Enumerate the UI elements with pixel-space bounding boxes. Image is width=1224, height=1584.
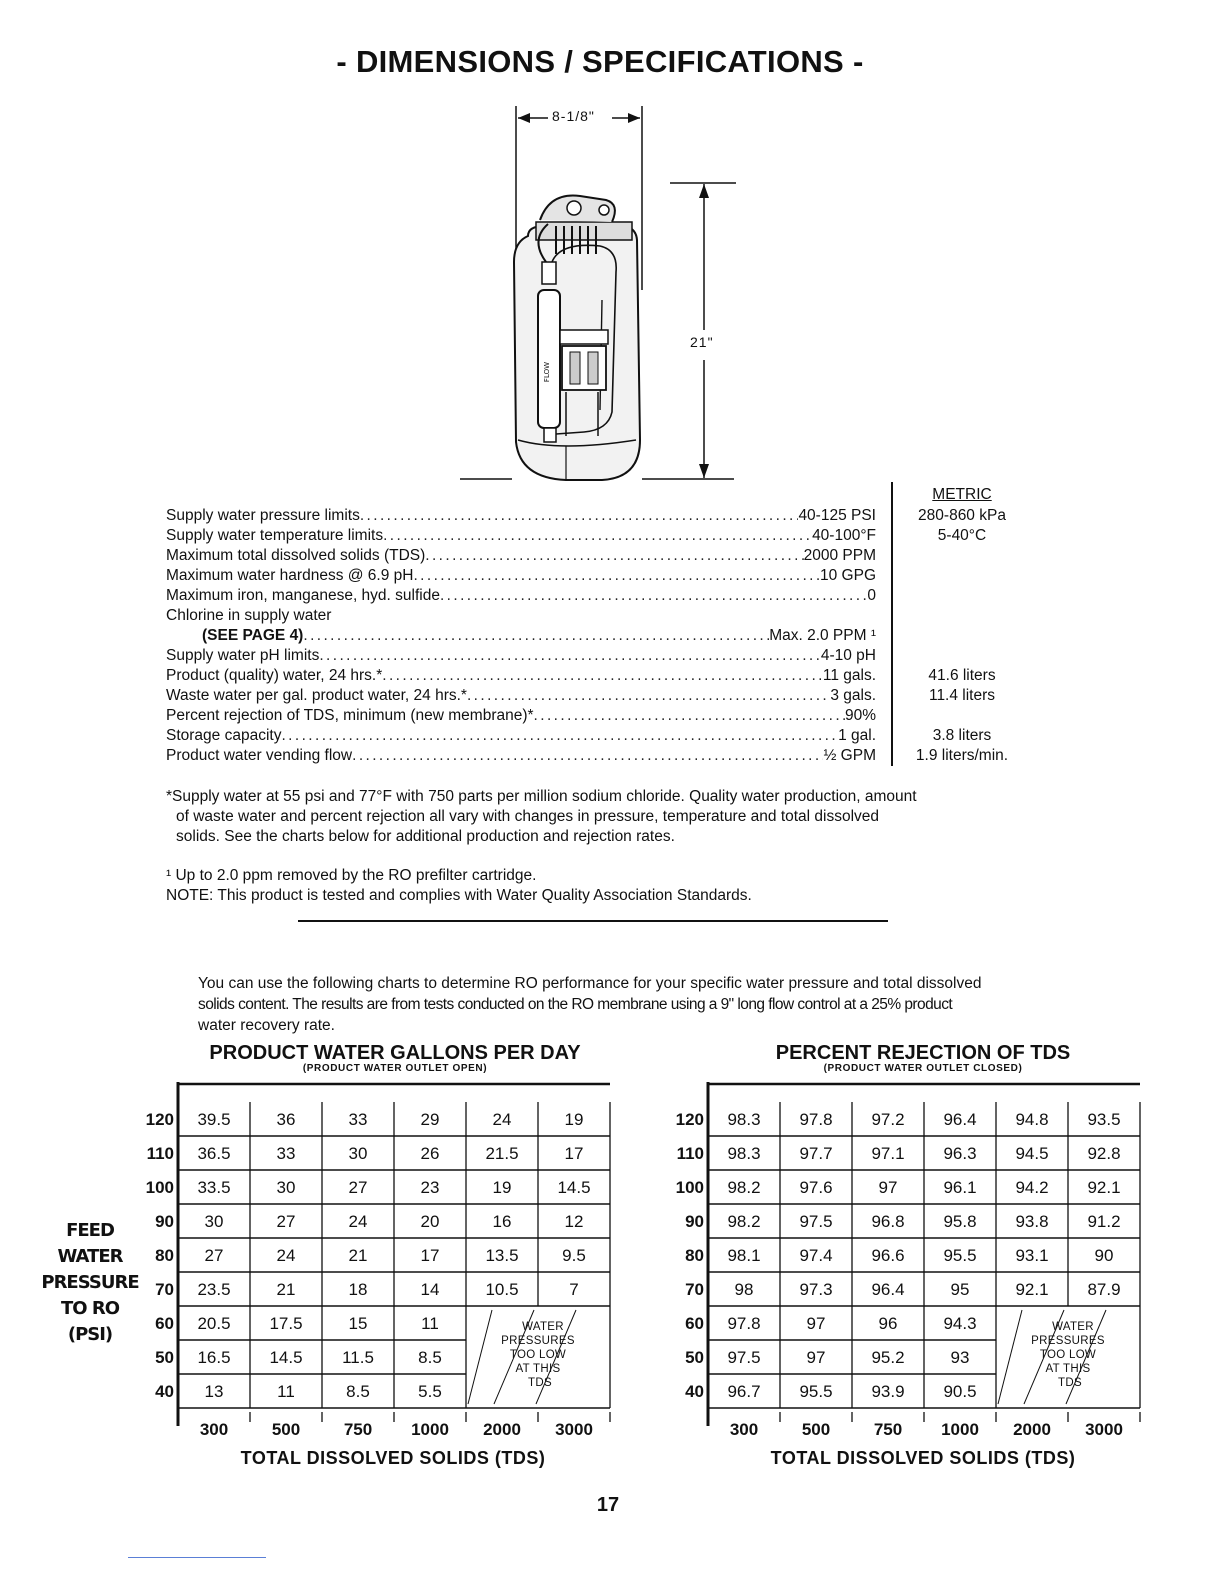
spec-row [166, 586, 876, 606]
table-cell: 97.4 [799, 1246, 833, 1265]
spec-label: Chlorine in supply water [166, 607, 332, 624]
table-cell: 14 [420, 1280, 440, 1299]
spec-row [166, 726, 876, 746]
spec-value: 1 gal. [838, 727, 876, 744]
note-line: PRESSURES [1031, 1335, 1105, 1347]
pressure-row-label: 40 [155, 1382, 174, 1401]
table-cell: 95.5 [943, 1246, 977, 1265]
spec-label: Maximum iron, manganese, hyd. sulfide [166, 587, 440, 604]
table-cell: 91.2 [1087, 1212, 1121, 1231]
table-cell: 94.5 [1015, 1144, 1049, 1163]
spec-row [166, 506, 876, 526]
table-cell: 33 [276, 1144, 296, 1163]
spec-leader-dots [360, 506, 799, 526]
flow-label: FLOW [543, 361, 551, 383]
spec-value: 4-10 pH [820, 647, 876, 664]
footnote-test-conditions [166, 787, 1026, 847]
table-cell: 33.5 [197, 1178, 231, 1197]
spec-leader-dots [331, 606, 876, 626]
wqa-note: NOTE: This product is tested and complies with Water Quality Association Standards. [166, 887, 752, 904]
spec-value: 0 [867, 587, 876, 604]
tds-column-label: 2000 [483, 1420, 521, 1439]
spec-row [166, 606, 876, 626]
table-cell: 19 [492, 1178, 512, 1197]
note-line: WATER [522, 1321, 564, 1333]
note-line: TDS [1058, 1377, 1082, 1389]
table-cell: 12 [564, 1212, 584, 1231]
footnote-chlorine: ¹ Up to 2.0 ppm removed by the RO prefilter cartridge. [166, 867, 537, 884]
metric-divider [891, 482, 893, 766]
table-cell: 95.8 [943, 1212, 977, 1231]
spec-leader-dots [303, 626, 769, 646]
spec-leader-dots [319, 646, 821, 666]
pressure-row-label: 120 [145, 1110, 174, 1129]
table-cell: 36.5 [197, 1144, 231, 1163]
spec-metric-value: 11.4 liters [928, 687, 996, 704]
spec-value: 40-125 PSI [798, 507, 876, 524]
spec-metric-value: 41.6 liters [928, 667, 996, 684]
table-cell: 95.5 [799, 1382, 833, 1401]
table-cell: 95 [950, 1280, 970, 1299]
table-cell: 8.5 [346, 1382, 370, 1401]
table-cell: 96.7 [727, 1382, 761, 1401]
pressure-row-label: 110 [676, 1144, 704, 1163]
spec-row [166, 666, 876, 686]
table-cell: 96.3 [943, 1144, 977, 1163]
tds-column-label: 3000 [1085, 1420, 1123, 1439]
table-cell: 97.3 [799, 1280, 833, 1299]
table-cell: 11 [277, 1382, 295, 1401]
table-cell: 13.5 [485, 1246, 519, 1265]
table-cell: 36 [276, 1110, 296, 1129]
spec-row [166, 546, 876, 566]
width-dimension-label: 8-1/8" [552, 108, 595, 124]
table-cell: 20.5 [197, 1314, 231, 1333]
spec-value: 90% [844, 707, 876, 724]
table-cell: 98.2 [727, 1212, 761, 1231]
table-cell: 94.8 [1015, 1110, 1049, 1129]
spec-value: Max. 2.0 PPM ¹ [769, 627, 876, 644]
note-line: WATER [1052, 1321, 1094, 1333]
intro-line: You can use the following charts to determine RO performance for your specific water pressure and total dissolved [198, 975, 982, 992]
table-cell: 93 [950, 1348, 970, 1367]
spec-row [166, 746, 876, 766]
tds-column-label: 500 [271, 1420, 301, 1439]
table-cell: 97.5 [727, 1348, 761, 1367]
pressure-row-label: 90 [685, 1212, 704, 1231]
table-cell: 93.5 [1087, 1110, 1121, 1129]
table-cell: 5.5 [418, 1382, 442, 1401]
table-cell: 94.2 [1015, 1178, 1049, 1197]
table-cell: 24 [492, 1110, 512, 1129]
table-cell: 23 [420, 1178, 440, 1197]
pressure-row-label: 50 [685, 1348, 704, 1367]
table-cell: 16.5 [197, 1348, 231, 1367]
table-cell: 96.8 [871, 1212, 905, 1231]
spec-leader-dots [425, 546, 803, 566]
spec-row [166, 706, 876, 726]
table-cell: 93.8 [1015, 1212, 1049, 1231]
tds-column-label: 1000 [411, 1420, 449, 1439]
table-cell: 96.4 [871, 1280, 905, 1299]
table-cell: 21 [348, 1246, 368, 1265]
spec-value: ½ GPM [823, 747, 876, 764]
table-cell: 30 [348, 1144, 368, 1163]
table-cell: 98.2 [727, 1178, 761, 1197]
pressure-too-low-note [466, 1320, 610, 1390]
pressure-row-label: 80 [685, 1246, 704, 1265]
note-line: TOO LOW [509, 1349, 567, 1361]
tds-column-label: 2000 [1013, 1420, 1051, 1439]
chart-title-gpd: PRODUCT WATER GALLONS PER DAY [209, 1042, 581, 1064]
table-cell: 92.1 [1087, 1178, 1121, 1197]
tds-column-label: 750 [343, 1420, 373, 1439]
spec-label: Storage capacity [166, 727, 282, 744]
spec-leader-dots [352, 746, 823, 766]
table-cell: 92.8 [1087, 1144, 1121, 1163]
table-cell: 98 [734, 1280, 754, 1299]
spec-leader-dots [534, 706, 845, 726]
table-cell: 97.6 [799, 1178, 833, 1197]
table-cell: 11 [421, 1314, 439, 1333]
table-cell: 30 [276, 1178, 296, 1197]
table-cell: 15 [348, 1314, 368, 1333]
table-cell: 93.1 [1015, 1246, 1049, 1265]
spec-row [166, 646, 876, 666]
table-cell: 90 [1094, 1246, 1114, 1265]
tds-column-label: 1000 [941, 1420, 979, 1439]
table-cell: 13 [204, 1382, 224, 1401]
table-cell: 20 [420, 1212, 440, 1231]
spec-row [166, 566, 876, 586]
table-cell: 97 [878, 1178, 898, 1197]
spec-label: Supply water temperature limits [166, 527, 384, 544]
feed-label-line: (PSI) [67, 1324, 113, 1345]
table-cell: 11.5 [342, 1348, 374, 1367]
spec-label: Percent rejection of TDS, minimum (new membrane)* [166, 707, 534, 724]
spec-metric-value: 3.8 liters [932, 727, 992, 744]
chart-subtitle-gpd: (PRODUCT WATER OUTLET OPEN) [302, 1063, 488, 1074]
table-cell: 96.6 [871, 1246, 905, 1265]
table-cell: 90.5 [943, 1382, 977, 1401]
spec-leader-dots [383, 526, 812, 546]
table-cell: 97.7 [799, 1144, 833, 1163]
spec-value: 3 gals. [830, 687, 876, 704]
table-cell: 26 [420, 1144, 440, 1163]
tds-column-label: 300 [729, 1420, 759, 1439]
tds-column-label: 3000 [555, 1420, 593, 1439]
table-cell: 27 [276, 1212, 296, 1231]
table-cell: 27 [348, 1178, 368, 1197]
spec-row [166, 526, 876, 546]
spec-label: Supply water pH limits [166, 647, 320, 664]
chart-title-rejection: PERCENT REJECTION OF TDS [775, 1042, 1071, 1064]
table-cell: 96.1 [943, 1178, 977, 1197]
pressure-row-label: 60 [155, 1314, 174, 1333]
table-cell: 14.5 [269, 1348, 303, 1367]
spec-value: 10 GPG [820, 567, 876, 584]
table-cell: 24 [276, 1246, 296, 1265]
table-cell: 39.5 [197, 1110, 231, 1129]
table-cell: 33 [348, 1110, 368, 1129]
spec-row [166, 626, 876, 646]
pressure-row-label: 120 [675, 1110, 704, 1129]
feed-label-line: TO RO [60, 1298, 119, 1319]
pressure-row-label: 80 [155, 1246, 174, 1265]
table-cell: 93.9 [871, 1382, 905, 1401]
table-cell: 97 [806, 1314, 826, 1333]
chart-intro [198, 973, 1108, 1036]
footnote-line: *Supply water at 55 psi and 77°F with 750 parts per million sodium chloride. Quality water production, amount [166, 788, 917, 805]
table-cell: 21 [276, 1280, 296, 1299]
table-cell: 27 [204, 1246, 224, 1265]
height-dimension-label: 21" [690, 334, 714, 350]
page-title: - DIMENSIONS / SPECIFICATIONS - [336, 44, 864, 79]
table-cell: 14.5 [557, 1178, 591, 1197]
spec-leader-dots [440, 586, 867, 606]
table-cell: 97.8 [727, 1314, 761, 1333]
note-line: TOO LOW [1039, 1349, 1097, 1361]
spec-value: 2000 PPM [803, 547, 876, 564]
table-cell: 10.5 [485, 1280, 519, 1299]
spec-metric-value: 5-40°C [937, 527, 987, 544]
pressure-row-label: 50 [155, 1348, 174, 1367]
table-cell: 96.4 [943, 1110, 977, 1129]
table-cell: 97 [806, 1348, 826, 1367]
metric-header: METRIC [932, 486, 992, 503]
tds-column-label: 500 [801, 1420, 831, 1439]
table-cell: 97.1 [871, 1144, 905, 1163]
footnote-line: of waste water and percent rejection all vary with changes in pressure, temperature and total dissolved [176, 808, 880, 825]
table-cell: 98.1 [727, 1246, 761, 1265]
pressure-row-label: 40 [685, 1382, 704, 1401]
table-cell: 87.9 [1087, 1280, 1121, 1299]
note-line: TDS [528, 1377, 552, 1389]
table-cell: 19 [564, 1110, 584, 1129]
spec-value: 40-100°F [812, 527, 876, 544]
table-cell: 97.5 [799, 1212, 833, 1231]
note-line: AT THIS [515, 1363, 561, 1375]
table-cell: 7 [569, 1280, 579, 1299]
note-line: PRESSURES [501, 1335, 575, 1347]
intro-line: solids content. The results are from tests conducted on the RO membrane using a 9" long flow control at a 25% product [198, 996, 953, 1013]
spec-value: 11 gals. [822, 667, 876, 684]
spec-row [166, 686, 876, 706]
feed-label-line: FEED [66, 1220, 114, 1241]
pressure-row-label: 60 [685, 1314, 704, 1333]
table-cell: 29 [420, 1110, 440, 1129]
tds-column-label: 300 [199, 1420, 229, 1439]
table-cell: 8.5 [418, 1348, 442, 1367]
table-cell: 23.5 [197, 1280, 231, 1299]
spec-label: Product water vending flow [166, 747, 353, 764]
spec-metric-value: 280-860 kPa [918, 507, 1006, 524]
table-cell: 94.3 [943, 1314, 977, 1333]
spec-leader-dots [281, 726, 838, 746]
table-cell: 96 [878, 1314, 898, 1333]
pressure-too-low-note [996, 1320, 1140, 1390]
table-cell: 30 [204, 1212, 224, 1231]
table-cell: 21.5 [485, 1144, 519, 1163]
spec-label: Product (quality) water, 24 hrs.* [166, 667, 383, 684]
pressure-row-label: 100 [675, 1178, 704, 1197]
table-cell: 97.8 [799, 1110, 833, 1129]
table-cell: 9.5 [562, 1246, 586, 1265]
spec-label: Waste water per gal. product water, 24 hrs.* [166, 687, 467, 704]
spec-leader-dots [413, 566, 820, 586]
table-cell: 98.3 [727, 1110, 761, 1129]
spec-label: Supply water pressure limits [166, 507, 360, 524]
chart-subtitle-rejection: (PRODUCT WATER OUTLET CLOSED) [823, 1063, 1023, 1074]
x-axis-label-gpd: TOTAL DISSOLVED SOLIDS (TDS) [240, 1448, 546, 1468]
pressure-row-label: 70 [155, 1280, 174, 1299]
table-cell: 95.2 [871, 1348, 905, 1367]
spec-label: (SEE PAGE 4) [202, 627, 304, 644]
x-axis-label-rejection: TOTAL DISSOLVED SOLIDS (TDS) [770, 1448, 1076, 1468]
table-cell: 17 [564, 1144, 584, 1163]
pressure-row-label: 110 [146, 1144, 174, 1163]
spec-leader-dots [467, 686, 830, 706]
spec-label: Maximum total dissolved solids (TDS) [166, 547, 426, 564]
spec-metric-value: 1.9 liters/min. [915, 747, 1009, 764]
intro-line: water recovery rate. [198, 1017, 335, 1034]
ro-unit-diagram [440, 98, 760, 490]
feed-label-line: WATER [57, 1246, 123, 1267]
spec-leader-dots [382, 666, 823, 686]
spec-label: Maximum water hardness @ 6.9 pH [166, 567, 414, 584]
table-cell: 98.3 [727, 1144, 761, 1163]
table-cell: 24 [348, 1212, 368, 1231]
table-cell: 92.1 [1015, 1280, 1049, 1299]
pressure-row-label: 70 [685, 1280, 704, 1299]
table-cell: 17.5 [269, 1314, 303, 1333]
pressure-row-label: 100 [145, 1178, 174, 1197]
table-cell: 18 [348, 1280, 368, 1299]
feed-label-line: PRESSURE [41, 1272, 139, 1293]
section-divider [298, 920, 888, 922]
table-cell: 97.2 [871, 1110, 905, 1129]
feed-water-pressure-label [40, 1218, 140, 1348]
pressure-row-label: 90 [155, 1212, 174, 1231]
bottom-rule [128, 1557, 266, 1558]
page-number: 17 [596, 1494, 620, 1516]
tds-column-label: 750 [873, 1420, 903, 1439]
footnote-line: solids. See the charts below for additional production and rejection rates. [176, 828, 675, 845]
table-cell: 16 [492, 1212, 512, 1231]
table-cell: 17 [420, 1246, 440, 1265]
note-line: AT THIS [1045, 1363, 1091, 1375]
